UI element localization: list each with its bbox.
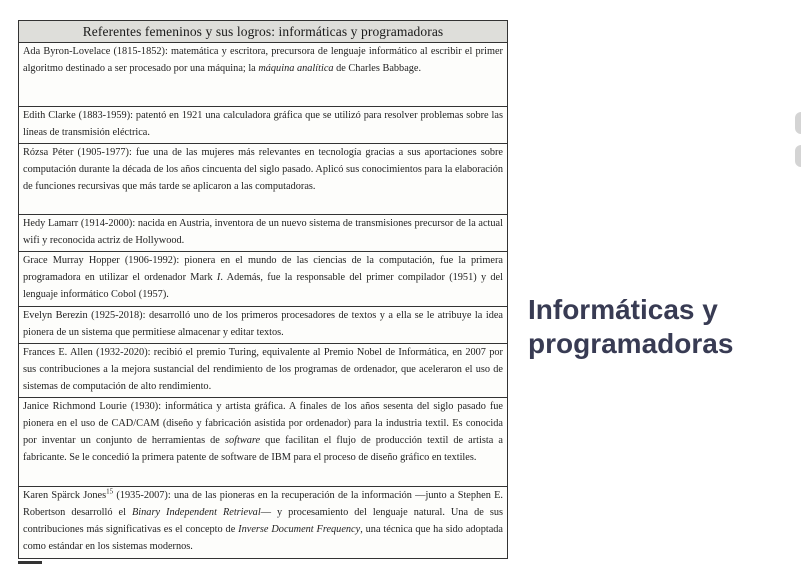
row-evelyn-berezin <box>19 307 508 344</box>
divider-mark <box>18 561 42 564</box>
row-emphasis: software <box>224 435 261 446</box>
row-ada-lovelace <box>19 43 508 107</box>
row-text: que facilitan el flujo de producción textil de artista a fabricante. Se le concedió la primera patente de software de IBM para el proceso de diseño gráfico en textiles. <box>23 435 503 463</box>
row-edith-clarke <box>19 107 508 144</box>
table-row <box>19 252 508 307</box>
table-row <box>19 43 508 107</box>
row-text: nacida en Austria, inventora de un nuevo sistema de transmisiones precursor de la actual wifi y reconocida actriz de Hollywood. <box>23 218 503 246</box>
person-name: Edith Clarke (1883-1959): <box>23 110 133 121</box>
row-emphasis: Inverse Document Frequency <box>238 524 361 535</box>
row-text: recibió el premio Turing, equivalente al Premio Nobel de Informática, en 2007 por sus contribuciones a la mejora sustancial del rendimiento de los programas de ordenador, que aceleraron el uso de sistemas de computación de alto rendimiento. <box>23 347 503 392</box>
row-text: — y procesamiento del lenguaje natural. Una de sus contribuciones más significativas es el concepto de <box>23 507 503 535</box>
row-text: patentó en 1921 una calculadora gráfica que se utilizó para resolver problemas sobre las líneas de transmisión eléctrica. <box>23 110 503 138</box>
row-karen-sparck-jones <box>19 487 508 559</box>
person-name: Rózsa Péter (1905-1977): <box>23 147 132 158</box>
row-text: (1935-2007): una de las pioneras en la recuperación de la información —junto a Stephen E. Robertson desarrolló el <box>23 490 504 518</box>
row-text: informática y artista gráfica. A finales de los años sesenta del siglo pasado fue pionera en el uso de CAD/CAM (diseño y fabricación asistida por ordenador) para la industria textil. Es conocida por inventar un conjunto de herramientas de <box>23 401 503 446</box>
row-emphasis: Binary Independent Retrieval <box>132 507 261 518</box>
edge-tab-bottom <box>795 145 801 167</box>
person-name: Janice Richmond Lourie (1930): <box>23 401 162 412</box>
table-header: Referentes femeninos y sus logros: informáticas y programadoras <box>19 21 508 43</box>
person-name: Evelyn Berezin (1925-2018): <box>23 310 146 321</box>
edge-tab-top <box>795 112 801 134</box>
slide-title: Informáticas y programadoras <box>528 294 734 359</box>
row-text: desarrolló uno de los primeros procesadores de textos y a ella se le atribuye la idea pionera de un sistema que permitiese almacenar y editar textos. <box>23 310 503 338</box>
table-row <box>19 215 508 252</box>
table-row <box>19 307 508 344</box>
row-grace-hopper <box>19 252 508 307</box>
table-row <box>19 398 508 487</box>
table-row <box>19 487 508 559</box>
footnote-marker: 15 <box>106 487 114 496</box>
table-row <box>19 144 508 215</box>
row-text: matemática y escritora, precursora de lenguaje informático al escribir el primer algoritmo destinado a ser procesado por una máquina; la <box>23 46 503 74</box>
row-hedy-lamarr <box>19 215 508 252</box>
row-janice-lourie <box>19 398 508 487</box>
person-name: Ada Byron-Lovelace (1815-1852): <box>23 46 168 57</box>
scanned-table-image <box>18 20 508 559</box>
row-rozsa-peter <box>19 144 508 215</box>
referentes-table <box>18 20 508 559</box>
row-text: fue una de las mujeres más relevantes en tecnología gracias a sus aportaciones sobre computación durante la década de los años cincuenta del siglo pasado. Aplicó sus conocimientos para la elaboración de funciones recursivas que más tarde se aplicaron a las computadoras. <box>23 147 503 192</box>
row-frances-allen <box>19 344 508 398</box>
row-emphasis: I <box>216 272 221 283</box>
table-header-row <box>19 21 508 43</box>
row-text: pionera en el mundo de las ciencias de la computación, fue la primera programadora en utilizar el ordenador Mark <box>23 255 503 283</box>
person-name: Grace Murray Hopper (1906-1992): <box>23 255 180 266</box>
person-name: Karen Spärck Jones <box>23 490 107 501</box>
table-row <box>19 344 508 398</box>
row-text: . Además, fue la responsable del primer compilador (1951) y del lenguaje informático Cobol (1957). <box>23 272 503 300</box>
person-name: Frances E. Allen (1932-2020): <box>23 347 151 358</box>
table-row <box>19 107 508 144</box>
row-emphasis: máquina analítica <box>258 63 334 74</box>
row-text: de Charles Babbage. <box>333 63 422 74</box>
row-text: , una técnica que ha sido adoptada como estándar en los sistemas modernos. <box>23 524 503 552</box>
person-name: Hedy Lamarr (1914-2000): <box>23 218 136 229</box>
